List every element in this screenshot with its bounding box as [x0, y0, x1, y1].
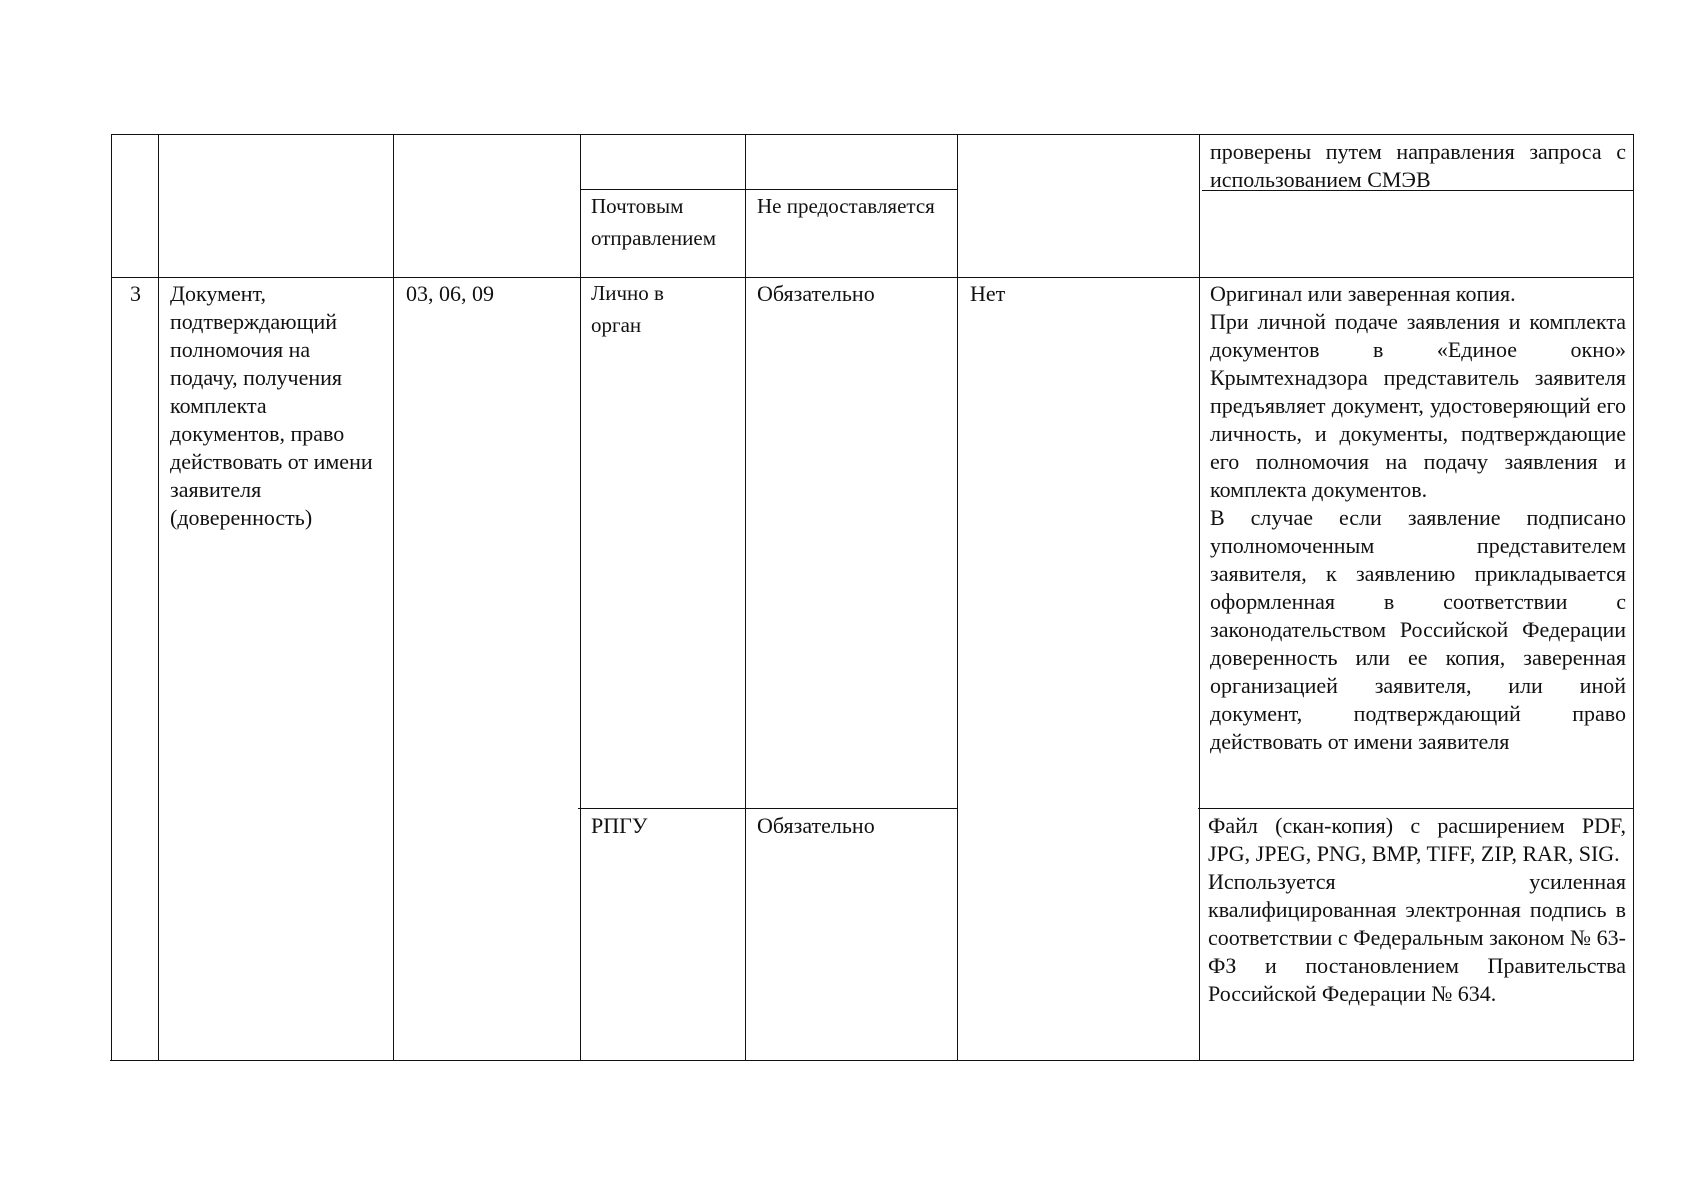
rpgu-requirement: Обязательно: [757, 813, 875, 838]
rule-col-0: [111, 134, 112, 1061]
rule-col-2: [393, 134, 394, 1061]
rpgu-note: Файл (скан-копия) с расширением PDF, JPG, JPEG, PNG, BMP, TIFF, ZIP, RAR, SIG.: [1208, 813, 1626, 866]
rule-rpgu-top: [578, 808, 958, 809]
in-person-requirement: Обязательно: [757, 281, 875, 306]
rule-col-5: [957, 134, 958, 1061]
postal-requirement: Не предоставляется: [757, 194, 935, 218]
in-person-method: Лично в орган: [591, 281, 664, 337]
postal-method: Почтовым отправлением: [591, 194, 716, 250]
rpgu-note: Используется усиленная квалифицированная электронная подпись в соответствии с Федеральным законом № 63-ФЗ и постановлением Правительства Российской Федерации № 634.: [1208, 869, 1626, 1006]
in-person-notes: [1210, 280, 1626, 756]
rule-rpgu-notes-top: [1198, 808, 1634, 809]
rule-col-6: [1199, 134, 1200, 1061]
note-tail: проверены путем направления запроса с использованием СМЭВ: [1210, 139, 1626, 192]
document-codes: 03, 06, 09: [406, 281, 494, 306]
rule-row3-top: [112, 277, 1634, 278]
rpgu-method: РПГУ: [591, 813, 648, 838]
interdepartmental-request: Нет: [970, 281, 1006, 306]
rule-col-7: [1633, 134, 1634, 1061]
row-number: 3: [130, 281, 141, 306]
rule-col-4: [745, 134, 746, 1061]
in-person-note: При личной подаче заявления и комплекта документов в «Единое окно» Крымтехнадзора представитель заявителя предъявляет документ, удостоверяющий его личность, и документы, подтверждающие его полномочия на подачу заявления и комплекта документов.: [1210, 309, 1626, 502]
rpgu-notes: [1208, 812, 1626, 1008]
rule-bottom: [110, 1060, 1634, 1061]
in-person-note: Оригинал или заверенная копия.: [1210, 281, 1516, 306]
in-person-note: В случае если заявление подписано уполномоченным представителем заявителя, к заявлению прикладывается оформленная в соответствии с законодательством Российской Федерации доверенность или ее копия, заверенная организацией заявителя, или иной документ, подтверждающий право действовать от имени заявителя: [1210, 505, 1626, 754]
rule-col-3: [580, 134, 581, 1061]
rule-col-1: [158, 134, 159, 1061]
rule-top: [112, 134, 1634, 135]
document-name: Документ, подтверждающий полномочия на подачу, получения комплекта документов, право действовать от имени заявителя (доверенность): [170, 281, 373, 530]
